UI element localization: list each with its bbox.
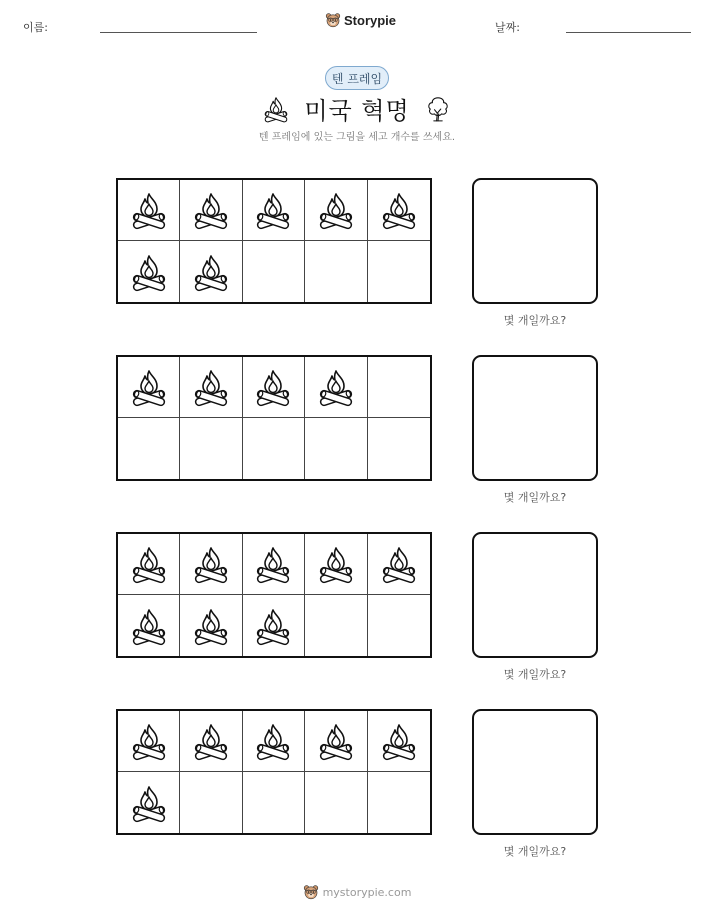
answer-box-4[interactable] [472, 709, 598, 835]
campfire-icon [316, 190, 356, 230]
campfire-icon [253, 721, 293, 761]
campfire-icon [129, 606, 169, 646]
question-3: 몇 개일까요? [503, 668, 567, 681]
ten-frame-cell [368, 595, 430, 656]
campfire-icon [316, 544, 356, 584]
topic-badge: 텐 프레임 [325, 66, 389, 90]
campfire-icon [253, 367, 293, 407]
ten-frame-4 [116, 709, 432, 835]
title-row [0, 91, 714, 126]
answer-box-2[interactable] [472, 355, 598, 481]
campfire-icon [191, 544, 231, 584]
ten-frame-2 [116, 355, 432, 481]
campfire-icon [191, 190, 231, 230]
ten-frame-cell [243, 357, 305, 418]
campfire-icon [191, 721, 231, 761]
campfire-icon [262, 95, 290, 123]
ten-frame-cell [180, 711, 242, 772]
ten-frame-cell [368, 241, 430, 302]
ten-frame-cell [118, 357, 180, 418]
campfire-icon [129, 721, 169, 761]
campfire-icon [316, 367, 356, 407]
campfire-icon [316, 721, 356, 761]
ten-frame-cell [180, 241, 242, 302]
ten-frame-cell [243, 711, 305, 772]
ten-frame-1 [116, 178, 432, 304]
ten-frame-cell [243, 772, 305, 833]
ten-frame-cell [368, 357, 430, 418]
date-field[interactable] [566, 32, 691, 33]
ten-frame-cell [180, 418, 242, 479]
answer-box-3[interactable] [472, 532, 598, 658]
ten-frame-cell [305, 357, 367, 418]
ten-frame-cell [243, 418, 305, 479]
ten-frame-cell [118, 772, 180, 833]
ten-frame-cell [368, 711, 430, 772]
bear-mascot-icon [303, 884, 319, 900]
campfire-icon [379, 721, 419, 761]
brand-logo [325, 12, 396, 28]
ten-frame-cell [243, 534, 305, 595]
ten-frame-cell [305, 772, 367, 833]
campfire-icon [129, 544, 169, 584]
instructions: 텐 프레임에 있는 그림을 세고 개수를 쓰세요. [258, 132, 456, 143]
name-label: 이름: [23, 21, 48, 34]
footer-url[interactable]: mystorypie.com [322, 885, 412, 899]
ten-frame-cell [180, 595, 242, 656]
date-label: 날짜: [495, 21, 520, 34]
ten-frame-cell [368, 418, 430, 479]
ten-frame-cell [118, 711, 180, 772]
ten-frame-cell [305, 418, 367, 479]
ten-frame-cell [305, 241, 367, 302]
campfire-icon [191, 252, 231, 292]
ten-frame-3 [116, 532, 432, 658]
ten-frame-cell [305, 711, 367, 772]
question-4: 몇 개일까요? [503, 845, 567, 858]
ten-frame-cell [305, 595, 367, 656]
campfire-icon [379, 190, 419, 230]
campfire-icon [129, 252, 169, 292]
ten-frame-cell [368, 180, 430, 241]
ten-frame-cell [180, 357, 242, 418]
ten-frame-cell [368, 534, 430, 595]
ten-frame-cell [180, 534, 242, 595]
ten-frame-cell [243, 241, 305, 302]
tree-icon [424, 95, 452, 123]
campfire-icon [253, 190, 293, 230]
ten-frame-cell [243, 180, 305, 241]
question-2: 몇 개일까요? [503, 491, 567, 504]
ten-frame-cell [180, 772, 242, 833]
campfire-icon [253, 544, 293, 584]
campfire-icon [191, 606, 231, 646]
ten-frame-cell [305, 180, 367, 241]
campfire-icon [379, 544, 419, 584]
answer-box-1[interactable] [472, 178, 598, 304]
ten-frame-cell [118, 418, 180, 479]
ten-frame-cell [118, 180, 180, 241]
question-1: 몇 개일까요? [503, 314, 567, 327]
ten-frame-cell [180, 180, 242, 241]
bear-mascot-icon [325, 12, 341, 28]
ten-frame-cell [118, 534, 180, 595]
ten-frame-cell [368, 772, 430, 833]
campfire-icon [129, 190, 169, 230]
page-title: 미국 혁명 [304, 97, 410, 125]
ten-frame-cell [118, 241, 180, 302]
campfire-icon [129, 783, 169, 823]
ten-frame-cell [118, 595, 180, 656]
footer [0, 884, 714, 900]
ten-frame-cell [243, 595, 305, 656]
brand-name: Storypie [344, 12, 397, 28]
campfire-icon [129, 367, 169, 407]
name-field[interactable] [100, 32, 257, 33]
campfire-icon [191, 367, 231, 407]
ten-frame-cell [305, 534, 367, 595]
campfire-icon [253, 606, 293, 646]
